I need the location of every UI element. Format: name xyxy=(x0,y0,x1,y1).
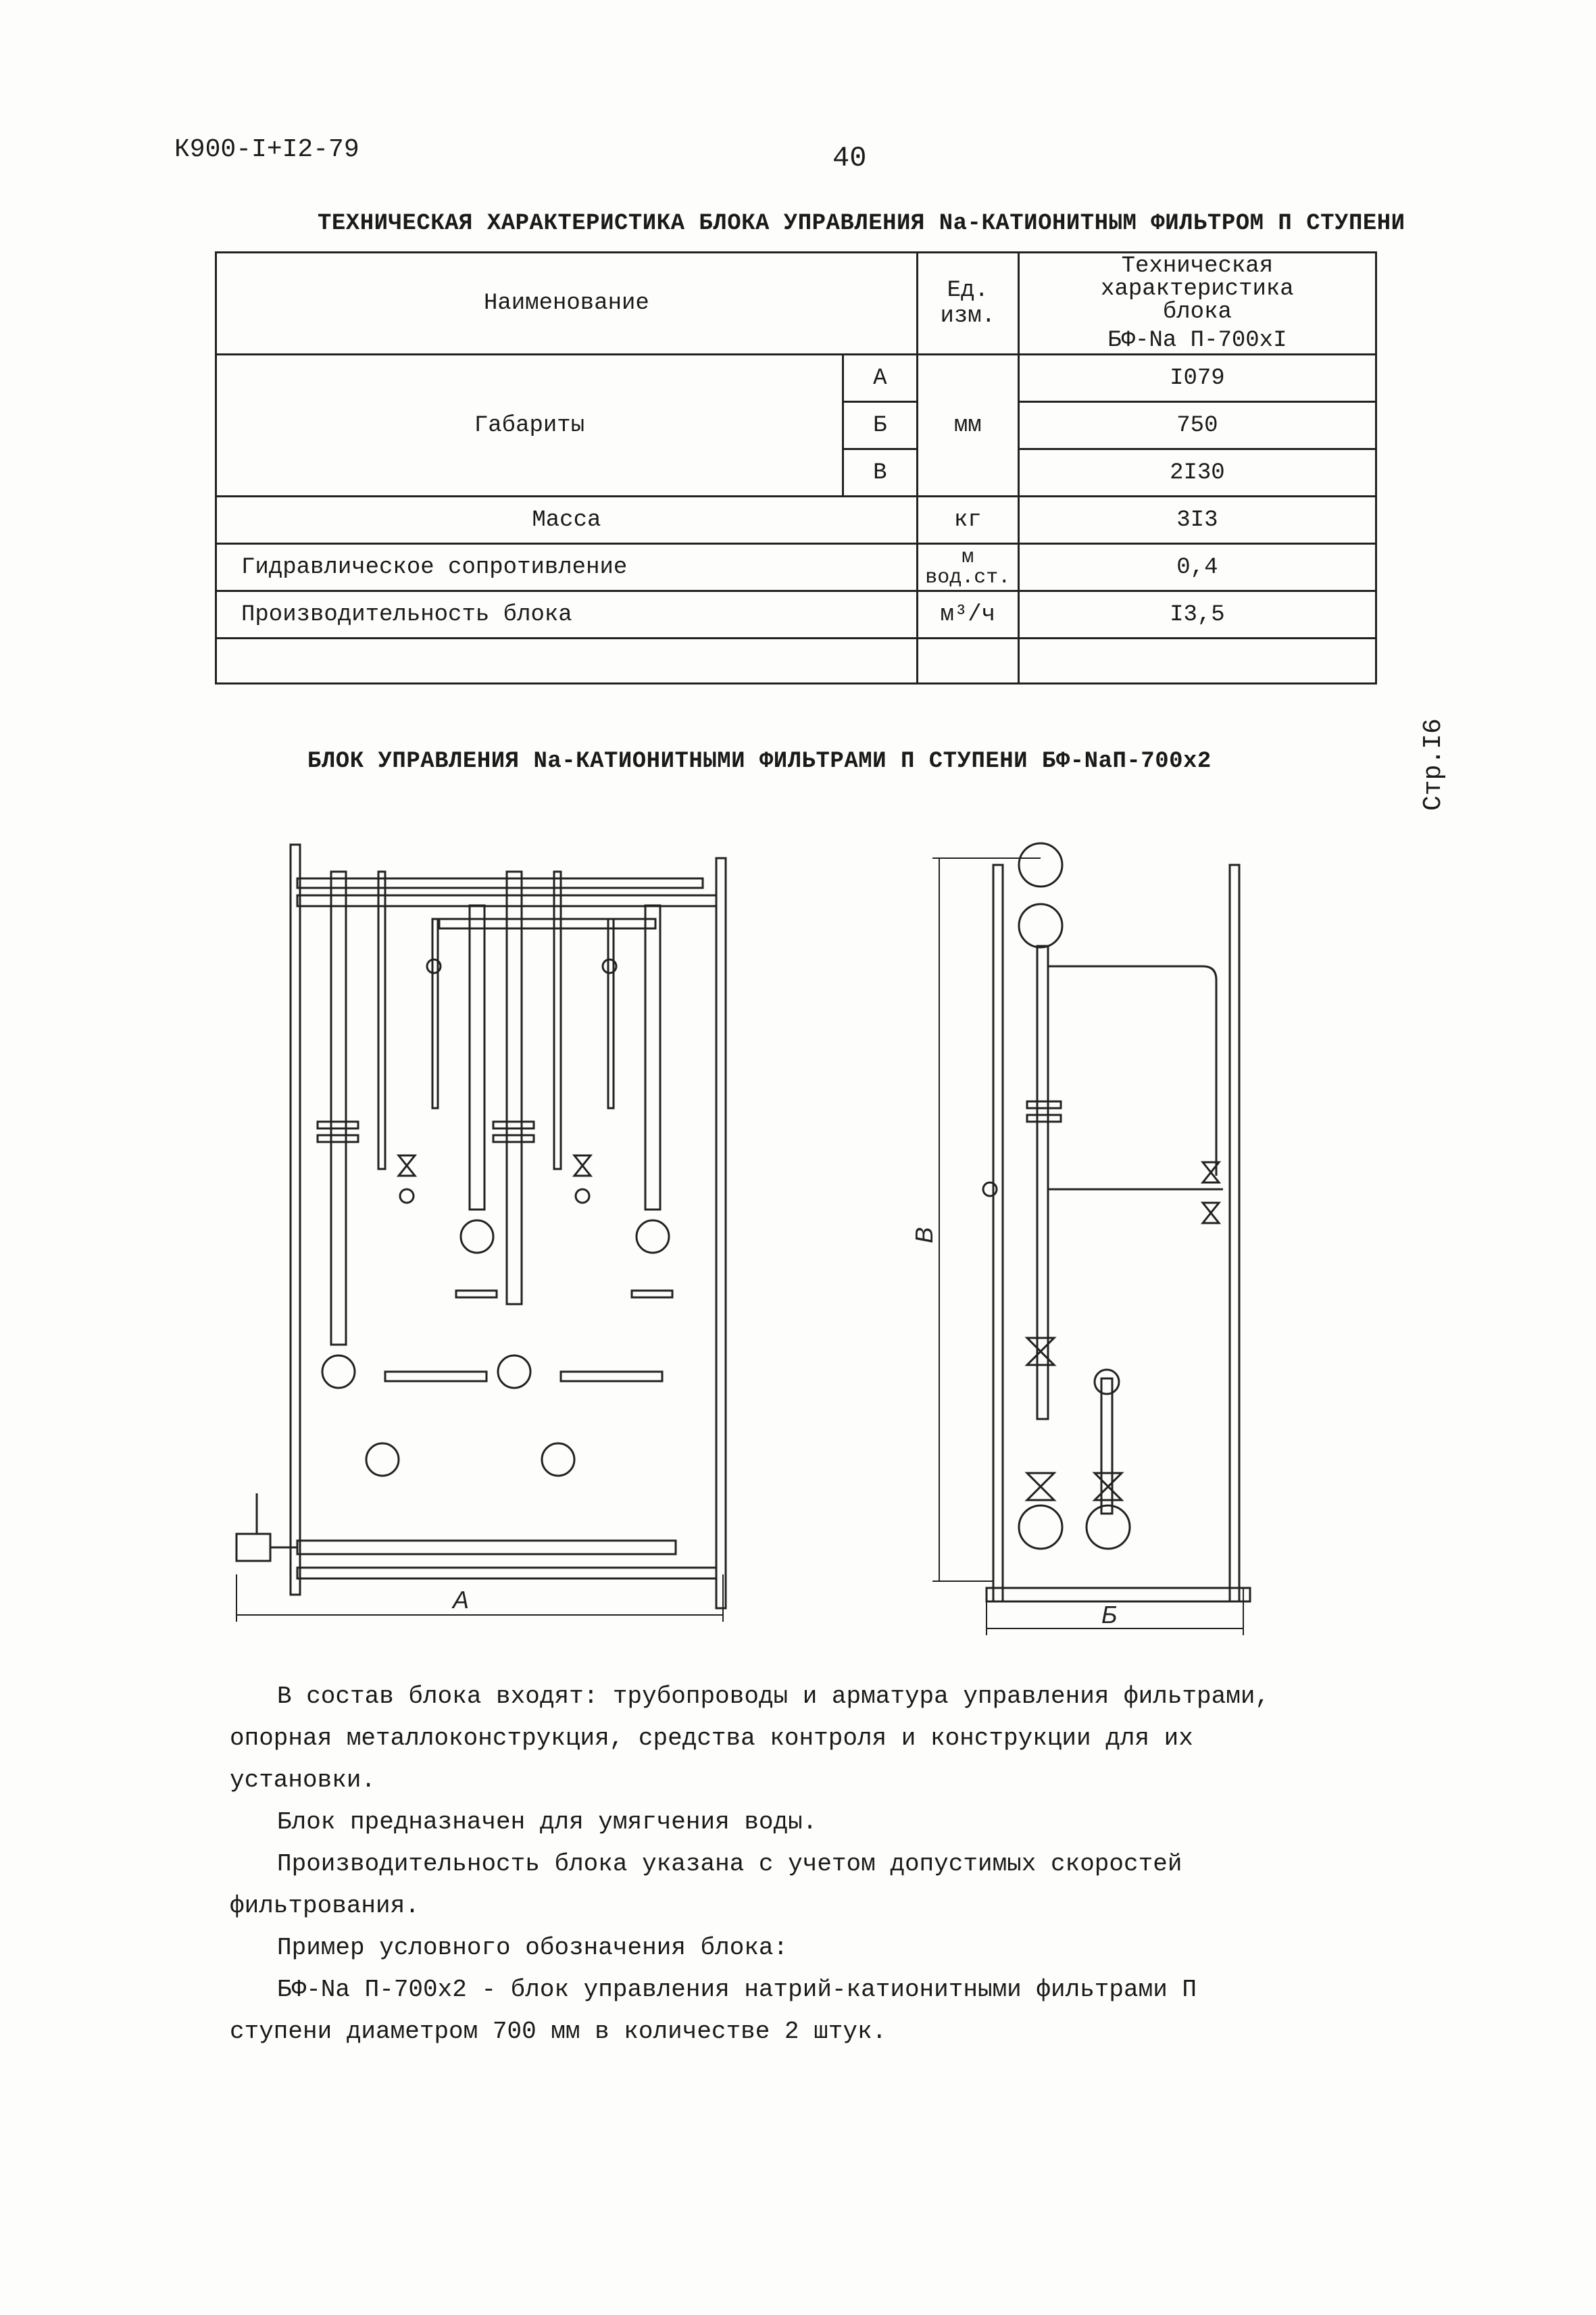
side-view xyxy=(932,843,1250,1635)
dim-a-label: А xyxy=(453,1586,470,1614)
spec-table xyxy=(215,251,1377,684)
value-v: 2I30 xyxy=(1018,449,1376,497)
capacity-label: Производительность блока xyxy=(216,591,918,639)
gabarity-label: Габариты xyxy=(216,355,843,497)
dim-b: Б xyxy=(843,402,917,449)
gabarity-unit: мм xyxy=(917,355,1018,497)
paragraph-purpose: Блок предназначен для умягчения воды. xyxy=(277,1808,818,1836)
empty-cell xyxy=(917,639,1018,684)
capacity-value: I3,5 xyxy=(1018,591,1376,639)
empty-cell xyxy=(216,639,918,684)
body-text xyxy=(230,1676,1297,2053)
front-view xyxy=(236,845,726,1622)
capacity-unit: м³/ч xyxy=(917,591,1018,639)
side-page-stamp: Стр.I6 xyxy=(1419,718,1448,811)
table-title: ТЕХНИЧЕСКАЯ ХАРАКТЕРИСТИКА БЛОКА УПРАВЛЕНИЯ Na-КАТИОНИТНЫМ ФИЛЬТРОМ П СТУПЕНИ xyxy=(318,211,1405,237)
header-char-line3: БФ-Na П-700хI xyxy=(1107,328,1287,353)
paragraph-example: БФ-Na П-700х2 - блок управления натрий-катионитными фильтрами П ступени диаметром 700 мм в количестве 2 штук. xyxy=(230,1976,1197,2045)
mass-value: 3I3 xyxy=(1018,497,1376,544)
header-char-line1: Техническая характеристика xyxy=(1101,253,1294,302)
header-name: Наименование xyxy=(216,253,918,355)
paragraph-capacity: Производительность блока указана с учетом допустимых скоростей фильтрования. xyxy=(230,1850,1182,1920)
resistance-value: 0,4 xyxy=(1018,544,1376,591)
paragraph-example-intro: Пример условного обозначения блока: xyxy=(277,1934,789,1962)
mass-unit: кг xyxy=(917,497,1018,544)
drawing-title: БЛОК УПРАВЛЕНИЯ Na-КАТИОНИТНЫМИ ФИЛЬТРАМИ П СТУПЕНИ БФ-NaП-700х2 xyxy=(307,749,1212,774)
page-number: 40 xyxy=(832,142,867,174)
mass-label: Масса xyxy=(216,497,918,544)
dim-a: А xyxy=(843,355,917,402)
resistance-unit-line1: м xyxy=(962,545,974,569)
dim-b-label: Б xyxy=(1101,1601,1118,1628)
resistance-label: Гидравлическое сопротивление xyxy=(216,544,918,591)
dim-v: В xyxy=(843,449,917,497)
resistance-unit-line2: вод.ст. xyxy=(925,566,1011,589)
resistance-unit xyxy=(917,544,1018,591)
empty-cell xyxy=(1018,639,1376,684)
paragraph-composition: В состав блока входят: трубопроводы и арматура управления фильтрами, опорная металлоконструкция, средства контроля и конструкции для их установки. xyxy=(230,1683,1270,1794)
technical-drawing xyxy=(230,838,1338,1649)
header-unit: Ед. изм. xyxy=(917,253,1018,355)
document-code: К900-I+I2-79 xyxy=(174,135,359,164)
header-characteristic xyxy=(1018,253,1376,355)
value-b: 750 xyxy=(1018,402,1376,449)
header-char-line2: блока xyxy=(1162,299,1232,325)
value-a: I079 xyxy=(1018,355,1376,402)
dim-v-label: В xyxy=(910,1226,938,1243)
